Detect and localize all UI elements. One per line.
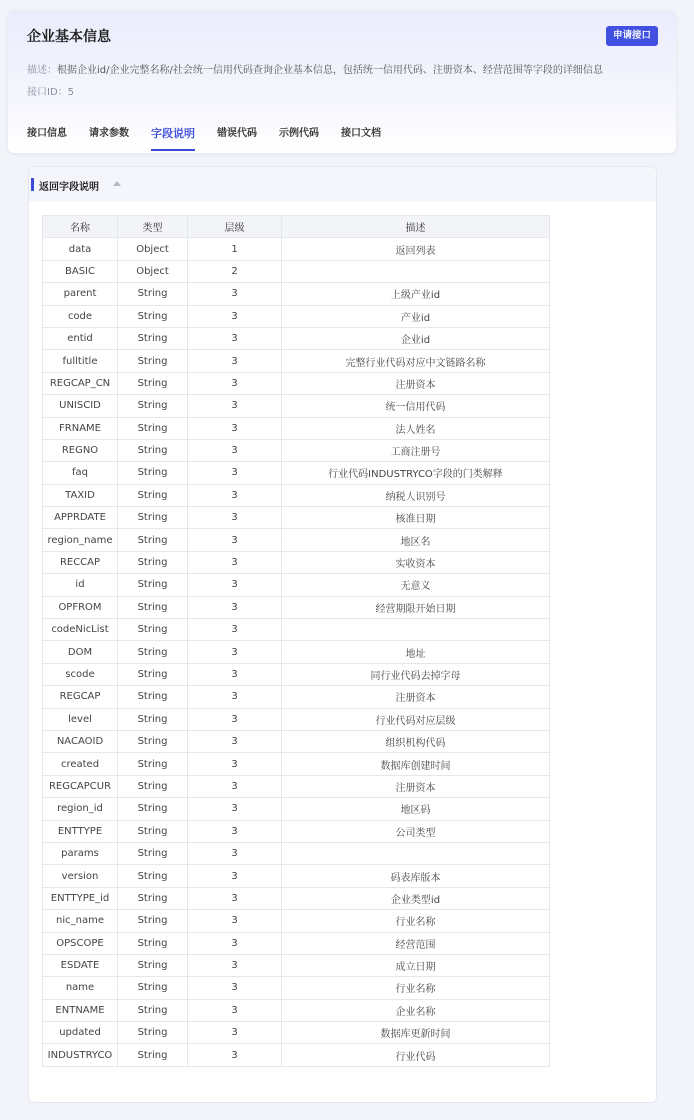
cell-name: DOM: [43, 641, 118, 663]
cell-name: name: [43, 977, 118, 999]
table-row: [43, 820, 550, 842]
table-row: [43, 439, 550, 461]
table-row: [43, 484, 550, 506]
cell-level: 3: [188, 507, 282, 529]
cell-name: code: [43, 305, 118, 327]
cell-type: String: [118, 753, 188, 775]
cell-type: String: [118, 775, 188, 797]
cell-description: 行业名称: [282, 977, 550, 999]
cell-description: 成立日期: [282, 954, 550, 976]
cell-type: String: [118, 327, 188, 349]
cell-level: 3: [188, 730, 282, 752]
api-id: [27, 83, 74, 98]
cell-description: 核准日期: [282, 507, 550, 529]
cell-type: String: [118, 619, 188, 641]
cell-description: 行业代码INDUSTRYCO字段的门类解释: [282, 462, 550, 484]
table-row: [43, 327, 550, 349]
cell-level: 3: [188, 887, 282, 909]
table-row: [43, 417, 550, 439]
cell-level: 3: [188, 753, 282, 775]
cell-name: ENTTYPE_id: [43, 887, 118, 909]
table-row: [43, 1044, 550, 1066]
table-row: [43, 910, 550, 932]
cell-level: 3: [188, 686, 282, 708]
cell-type: String: [118, 887, 188, 909]
cell-name: UNISCID: [43, 395, 118, 417]
table-row: [43, 999, 550, 1021]
table-row: [43, 977, 550, 999]
cell-name: NACAOID: [43, 730, 118, 752]
cell-description: 行业代码对应层级: [282, 708, 550, 730]
api-id-label: 接口ID：: [27, 87, 68, 98]
cell-description: 产业id: [282, 305, 550, 327]
cell-name: faq: [43, 462, 118, 484]
cell-description: 返回列表: [282, 238, 550, 260]
table-row: [43, 842, 550, 864]
cell-description: 地区名: [282, 529, 550, 551]
cell-level: 3: [188, 910, 282, 932]
cell-name: REGCAPCUR: [43, 775, 118, 797]
description-text: 根据企业id/企业完整名称/社会统一信用代码查询企业基本信息，包括统一信用代码、注册资本、经营范围等字段的详细信息: [57, 65, 603, 76]
table-row: [43, 798, 550, 820]
cell-level: 3: [188, 954, 282, 976]
cell-description: 上级产业id: [282, 283, 550, 305]
table-row: [43, 730, 550, 752]
cell-type: String: [118, 910, 188, 932]
table-row: [43, 753, 550, 775]
table-row: [43, 372, 550, 394]
cell-description: 经营期限开始日期: [282, 596, 550, 618]
cell-description: 地址: [282, 641, 550, 663]
cell-type: String: [118, 798, 188, 820]
cell-level: 2: [188, 260, 282, 282]
cell-name: ENTNAME: [43, 999, 118, 1021]
cell-level: 3: [188, 977, 282, 999]
cell-level: 3: [188, 775, 282, 797]
cell-description: 注册资本: [282, 775, 550, 797]
cell-type: String: [118, 820, 188, 842]
cell-level: 3: [188, 529, 282, 551]
tab-api-docs[interactable]: 接口文档: [341, 128, 381, 139]
cell-description: 码表库版本: [282, 865, 550, 887]
cell-type: String: [118, 730, 188, 752]
cell-description: 地区码: [282, 798, 550, 820]
table-row: [43, 708, 550, 730]
cell-name: INDUSTRYCO: [43, 1044, 118, 1066]
cell-name: params: [43, 842, 118, 864]
column-header-name: 名称: [43, 216, 118, 238]
cell-level: 3: [188, 798, 282, 820]
cell-level: 3: [188, 305, 282, 327]
table-row: [43, 596, 550, 618]
cell-level: 3: [188, 1044, 282, 1066]
cell-name: parent: [43, 283, 118, 305]
cell-name: APPRDATE: [43, 507, 118, 529]
cell-type: String: [118, 484, 188, 506]
cell-level: 3: [188, 417, 282, 439]
cell-level: 3: [188, 820, 282, 842]
table-row: [43, 574, 550, 596]
cell-description: 注册资本: [282, 686, 550, 708]
cell-name: region_id: [43, 798, 118, 820]
column-header-level: 层级: [188, 216, 282, 238]
cell-description: 数据库更新时间: [282, 1022, 550, 1044]
field-description-card: [28, 166, 657, 1103]
cell-level: 1: [188, 238, 282, 260]
cell-type: String: [118, 305, 188, 327]
table-header-row: [43, 216, 550, 238]
cell-type: String: [118, 641, 188, 663]
column-header-description: 描述: [282, 216, 550, 238]
cell-name: codeNicList: [43, 619, 118, 641]
column-header-type: 类型: [118, 216, 188, 238]
cell-type: String: [118, 1044, 188, 1066]
cell-description: 同行业代码去掉字母: [282, 663, 550, 685]
cell-type: String: [118, 663, 188, 685]
cell-name: nic_name: [43, 910, 118, 932]
cell-type: String: [118, 417, 188, 439]
tab-request-params[interactable]: 请求参数: [89, 128, 129, 139]
cell-name: OPFROM: [43, 596, 118, 618]
table-row: [43, 954, 550, 976]
cell-name: level: [43, 708, 118, 730]
cell-type: String: [118, 686, 188, 708]
table-row: [43, 507, 550, 529]
cell-level: 3: [188, 372, 282, 394]
cell-name: REGCAP: [43, 686, 118, 708]
cell-name: entid: [43, 327, 118, 349]
description-label: 描述：: [27, 65, 57, 76]
cell-description: 行业代码: [282, 1044, 550, 1066]
table-row: [43, 529, 550, 551]
table-row: [43, 887, 550, 909]
cell-level: 3: [188, 663, 282, 685]
table-row: [43, 305, 550, 327]
section-accent-bar: [31, 178, 34, 191]
cell-type: String: [118, 283, 188, 305]
section-title: 返回字段说明: [39, 182, 99, 193]
cell-level: 3: [188, 551, 282, 573]
tab-field-description[interactable]: 字段说明: [151, 124, 195, 154]
cell-description: 完整行业代码对应中文链路名称: [282, 350, 550, 372]
table-row: [43, 775, 550, 797]
cell-type: String: [118, 372, 188, 394]
cell-type: String: [118, 507, 188, 529]
cell-description: 法人姓名: [282, 417, 550, 439]
api-id-value: 5: [67, 87, 75, 98]
cell-type: String: [118, 842, 188, 864]
cell-type: String: [118, 932, 188, 954]
cell-name: updated: [43, 1022, 118, 1044]
fields-table: [42, 215, 550, 1067]
cell-name: version: [43, 865, 118, 887]
cell-type: String: [118, 596, 188, 618]
table-row: [43, 865, 550, 887]
cell-level: 3: [188, 596, 282, 618]
cell-name: REGNO: [43, 439, 118, 461]
tab-error-codes[interactable]: 错误代码: [217, 128, 257, 139]
cell-name: TAXID: [43, 484, 118, 506]
cell-type: Object: [118, 238, 188, 260]
cell-level: 3: [188, 619, 282, 641]
cell-type: String: [118, 708, 188, 730]
cell-level: 3: [188, 1022, 282, 1044]
cell-name: created: [43, 753, 118, 775]
cell-name: FRNAME: [43, 417, 118, 439]
cell-type: Object: [118, 260, 188, 282]
cell-level: 3: [188, 932, 282, 954]
cell-type: String: [118, 395, 188, 417]
cell-level: 3: [188, 865, 282, 887]
cell-type: String: [118, 439, 188, 461]
cell-level: 3: [188, 350, 282, 372]
table-row: [43, 932, 550, 954]
cell-level: 3: [188, 484, 282, 506]
cell-description: [282, 260, 550, 282]
cell-level: 3: [188, 439, 282, 461]
table-row: [43, 462, 550, 484]
cell-level: 3: [188, 283, 282, 305]
cell-description: 实收资本: [282, 551, 550, 573]
cell-description: [282, 842, 550, 864]
tab-sample-code[interactable]: 示例代码: [279, 128, 319, 139]
cell-description: 纳税人识别号: [282, 484, 550, 506]
cell-name: id: [43, 574, 118, 596]
page-title: 企业基本信息: [27, 29, 111, 45]
cell-type: String: [118, 574, 188, 596]
table-row: [43, 619, 550, 641]
cell-type: String: [118, 551, 188, 573]
cell-description: 无意义: [282, 574, 550, 596]
cell-level: 3: [188, 574, 282, 596]
cell-level: 3: [188, 327, 282, 349]
cell-name: ESDATE: [43, 954, 118, 976]
cell-level: 3: [188, 708, 282, 730]
cell-name: BASIC: [43, 260, 118, 282]
cell-name: region_name: [43, 529, 118, 551]
cell-description: 企业id: [282, 327, 550, 349]
cell-name: RECCAP: [43, 551, 118, 573]
table-row: [43, 686, 550, 708]
cell-description: 注册资本: [282, 372, 550, 394]
cell-type: String: [118, 462, 188, 484]
cell-name: REGCAP_CN: [43, 372, 118, 394]
cell-type: String: [118, 977, 188, 999]
api-header-card: [8, 10, 676, 153]
section-header[interactable]: [29, 167, 656, 202]
table-row: [43, 283, 550, 305]
cell-description: 公司类型: [282, 820, 550, 842]
cell-level: 3: [188, 842, 282, 864]
table-row: [43, 395, 550, 417]
table-row: [43, 1022, 550, 1044]
apply-api-button[interactable]: 申请接口: [606, 26, 658, 46]
table-row: [43, 350, 550, 372]
cell-description: 经营范围: [282, 932, 550, 954]
cell-description: [282, 619, 550, 641]
cell-level: 3: [188, 462, 282, 484]
cell-level: 3: [188, 999, 282, 1021]
cell-type: String: [118, 1022, 188, 1044]
cell-type: String: [118, 350, 188, 372]
cell-level: 3: [188, 641, 282, 663]
cell-name: OPSCOPE: [43, 932, 118, 954]
collapse-caret-icon[interactable]: [113, 181, 121, 186]
cell-name: data: [43, 238, 118, 260]
tab-api-info[interactable]: 接口信息: [27, 128, 67, 139]
table-row: [43, 641, 550, 663]
cell-description: 企业类型id: [282, 887, 550, 909]
cell-type: String: [118, 999, 188, 1021]
cell-description: 工商注册号: [282, 439, 550, 461]
table-row: [43, 663, 550, 685]
cell-type: String: [118, 529, 188, 551]
cell-name: fulltitle: [43, 350, 118, 372]
cell-level: 3: [188, 395, 282, 417]
cell-description: 数据库创建时间: [282, 753, 550, 775]
cell-description: 组织机构代码: [282, 730, 550, 752]
cell-name: ENTTYPE: [43, 820, 118, 842]
cell-description: 统一信用代码: [282, 395, 550, 417]
table-row: [43, 260, 550, 282]
cell-description: 企业名称: [282, 999, 550, 1021]
cell-description: 行业名称: [282, 910, 550, 932]
table-row: [43, 238, 550, 260]
cell-name: scode: [43, 663, 118, 685]
api-description: [27, 61, 667, 76]
cell-type: String: [118, 954, 188, 976]
tab-bar: [27, 124, 403, 154]
cell-type: String: [118, 865, 188, 887]
table-row: [43, 551, 550, 573]
